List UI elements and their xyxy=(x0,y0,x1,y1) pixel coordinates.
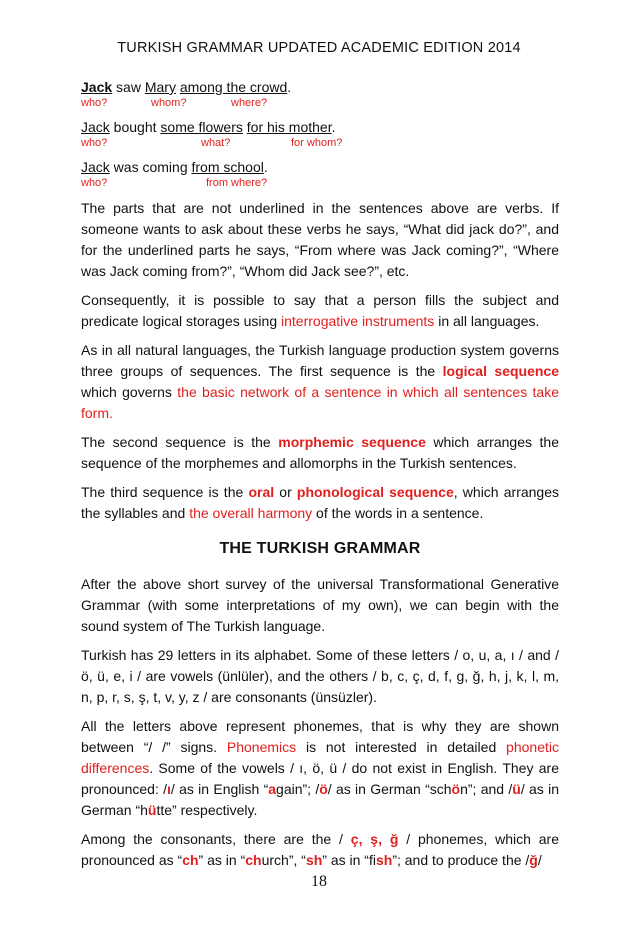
paragraph xyxy=(81,482,559,524)
paragraph-text: as in “fi xyxy=(326,852,376,868)
paragraph-text: The third sequence is the xyxy=(81,484,249,500)
highlighted-text: ı, ö, ü xyxy=(299,760,338,776)
sentence-text: saw xyxy=(112,79,145,95)
underlined-phrase: among the crowd xyxy=(179,79,288,95)
paragraph-text: / do not exist in English. They are pronounced: / xyxy=(81,760,559,797)
paragraph-text: and / xyxy=(476,781,513,797)
highlighted-text: phonetic differences xyxy=(81,739,559,776)
paragraph xyxy=(81,574,559,637)
underlined-phrase: Mary xyxy=(144,79,176,95)
underlined-phrase: from school xyxy=(191,159,264,175)
section-heading: THE TURKISH GRAMMAR xyxy=(219,540,421,557)
paragraph-text: sequence is the xyxy=(322,363,443,379)
paragraph-text: sequence is the xyxy=(157,434,279,450)
highlighted-text: logical sequence xyxy=(442,363,559,379)
paragraph-text: After the above short survey of the universal Transformational Generative Grammar (with some interpretations of my own), we can begin with the sound system of The Turkish language. xyxy=(81,576,559,634)
highlighted-text: sh xyxy=(375,852,393,868)
question-labels xyxy=(81,176,559,192)
highlighted-text: sh xyxy=(305,852,323,868)
highlighted-text: “ xyxy=(263,781,269,797)
paragraph-text: The parts that are not underlined in the sentences above are verbs. If someone wants to ask about these verbs he says, “What did jack do?”, and for the underlined parts he says, “From where was Jack coming?”, “Where was Jack coming from?”, “Whom did Jack see?”, etc. xyxy=(81,200,559,279)
highlighted-text: vowels xyxy=(170,668,214,684)
paragraph-text: As in all natural languages, the Turkish language production system governs three groups of sequences. xyxy=(81,342,559,379)
sentence-text: . xyxy=(263,159,268,175)
highlighted-text: ”; xyxy=(302,781,316,797)
highlighted-text: phonological sequence xyxy=(296,484,454,500)
paragraph-text: (ünsüzler). xyxy=(306,689,377,705)
paragraph-text: is not interested in detailed xyxy=(296,739,507,755)
paragraph-text: urch”, xyxy=(261,852,302,868)
highlighted-text: The first xyxy=(268,363,323,379)
paragraph-text: / are xyxy=(132,668,171,684)
highlighted-text: “ xyxy=(177,852,183,868)
paragraph-text: , which arranges the syllables and xyxy=(81,484,559,521)
underlined-phrase: for his mother xyxy=(246,119,332,135)
paragraph-text: Among the consonants, there are the / xyxy=(81,831,351,847)
underlined-phrase: Jack xyxy=(81,159,110,175)
paragraph-text: All the letters above represent xyxy=(81,718,294,734)
highlighted-text: ü xyxy=(512,781,521,797)
highlighted-text: ö, ü, e, i xyxy=(81,668,133,684)
paragraph xyxy=(81,645,559,708)
paragraph-text: Turkish has 29 letters in its alphabet. Some of these letters / xyxy=(81,647,463,663)
highlighted-text: ı xyxy=(167,781,171,797)
paragraph-text: / as in German xyxy=(81,781,559,818)
paragraph xyxy=(81,290,559,332)
highlighted-text: phonemes xyxy=(293,718,359,734)
underlined-phrase: Jack xyxy=(81,79,113,95)
paragraph-text: or xyxy=(274,484,297,500)
example-block xyxy=(81,78,559,192)
paragraph xyxy=(81,340,559,424)
paragraph-text: . Some of the vowels / xyxy=(149,760,300,776)
paragraph xyxy=(81,829,559,871)
highlighted-text: oral xyxy=(248,484,275,500)
running-header: TURKISH GRAMMAR UPDATED ACADEMIC EDITION 2014 xyxy=(117,40,521,56)
paragraph-text: / xyxy=(537,852,542,868)
highlighted-text: ” xyxy=(322,852,327,868)
paragraph xyxy=(81,198,559,282)
highlighted-text: ch xyxy=(182,852,199,868)
question-labels xyxy=(81,136,559,152)
body-section-1 xyxy=(81,198,559,524)
highlighted-text: the basic network of a sentence in which all sentences take form. xyxy=(81,384,559,421)
highlighted-text: the overall harmony xyxy=(189,505,313,521)
highlighted-text: gain xyxy=(276,781,303,797)
highlighted-text: Phonemics xyxy=(226,739,297,755)
highlighted-text: ö xyxy=(319,781,328,797)
question-label: who? xyxy=(81,97,108,109)
paragraph-text: / as in English xyxy=(170,781,264,797)
highlighted-text: “ xyxy=(301,852,306,868)
highlighted-text: a xyxy=(268,781,277,797)
paragraph-text: , that is why they are shown between xyxy=(81,718,559,755)
highlighted-text: interrogative instruments xyxy=(281,313,435,329)
page-content xyxy=(81,78,559,879)
highlighted-text: The second xyxy=(81,434,158,450)
highlighted-text: “h xyxy=(135,802,148,818)
paragraph-text: / as in German xyxy=(327,781,426,797)
question-label: whom? xyxy=(151,97,187,109)
highlighted-text: ğ xyxy=(529,852,538,868)
question-label: for whom? xyxy=(291,137,343,149)
paragraph-text: signs. xyxy=(170,739,227,755)
highlighted-text: tte” xyxy=(156,802,177,818)
paragraph-text: / are xyxy=(199,689,236,705)
highlighted-text: “sch xyxy=(425,781,452,797)
paragraph-text: / xyxy=(315,781,320,797)
question-label: what? xyxy=(201,137,231,149)
sentence-text: bought xyxy=(109,119,161,135)
example-sentence xyxy=(81,158,559,176)
highlighted-text: consonants xyxy=(235,689,307,705)
example-sentence xyxy=(81,78,559,96)
paragraph-text: as in “ xyxy=(203,852,246,868)
page-number: 18 xyxy=(311,873,327,890)
question-label: where? xyxy=(231,97,268,109)
body-section-2 xyxy=(81,574,559,871)
highlighted-text: “/ /” xyxy=(143,739,171,755)
highlighted-text: o, u, a, ı xyxy=(462,647,515,663)
highlighted-text: morphemic sequence xyxy=(278,434,426,450)
highlighted-text: ç, ş, ğ xyxy=(350,831,399,847)
highlighted-text: ch xyxy=(245,852,262,868)
question-label: who? xyxy=(81,137,108,149)
underlined-phrase: some flowers xyxy=(160,119,243,135)
sentence-text: . xyxy=(287,79,292,95)
paragraph-text: in all languages. xyxy=(434,313,540,329)
sentence-text: was coming xyxy=(109,159,192,175)
question-label: who? xyxy=(81,177,108,189)
paragraph-text: which arranges the sequence of the morphemes and allomorphs in the Turkish sentences. xyxy=(81,434,559,471)
question-label: from where? xyxy=(206,177,268,189)
underlined-phrase: Jack xyxy=(81,119,110,135)
paragraph-text: (ünlüler), and the others / xyxy=(213,668,382,684)
highlighted-text: n”; xyxy=(460,781,477,797)
highlighted-text: b, c, ç, d, f, g, ğ, h, j, k, l, m, n, p, r, s, ş, t, v, y, z xyxy=(81,668,560,705)
example-sentence xyxy=(81,118,559,136)
sentence-text: . xyxy=(331,119,336,135)
paragraph xyxy=(81,432,559,474)
paragraph-text: ”; and to produce the / xyxy=(392,852,530,868)
paragraph xyxy=(81,716,559,821)
paragraph-text: / and / xyxy=(514,647,560,663)
paragraph-text: respectively. xyxy=(176,802,258,818)
highlighted-text: ö xyxy=(451,781,461,797)
highlighted-text: ” xyxy=(198,852,204,868)
paragraph-text: Consequently, it is possible to say that a person fills the subject and predicate logical storages using xyxy=(81,292,559,329)
question-labels xyxy=(81,96,559,112)
paragraph-text: / phonemes, which are pronounced as xyxy=(81,831,559,868)
paragraph-text: which governs xyxy=(81,384,178,400)
paragraph-text: of the words in a sentence. xyxy=(312,505,484,521)
highlighted-text: ü xyxy=(147,802,157,818)
